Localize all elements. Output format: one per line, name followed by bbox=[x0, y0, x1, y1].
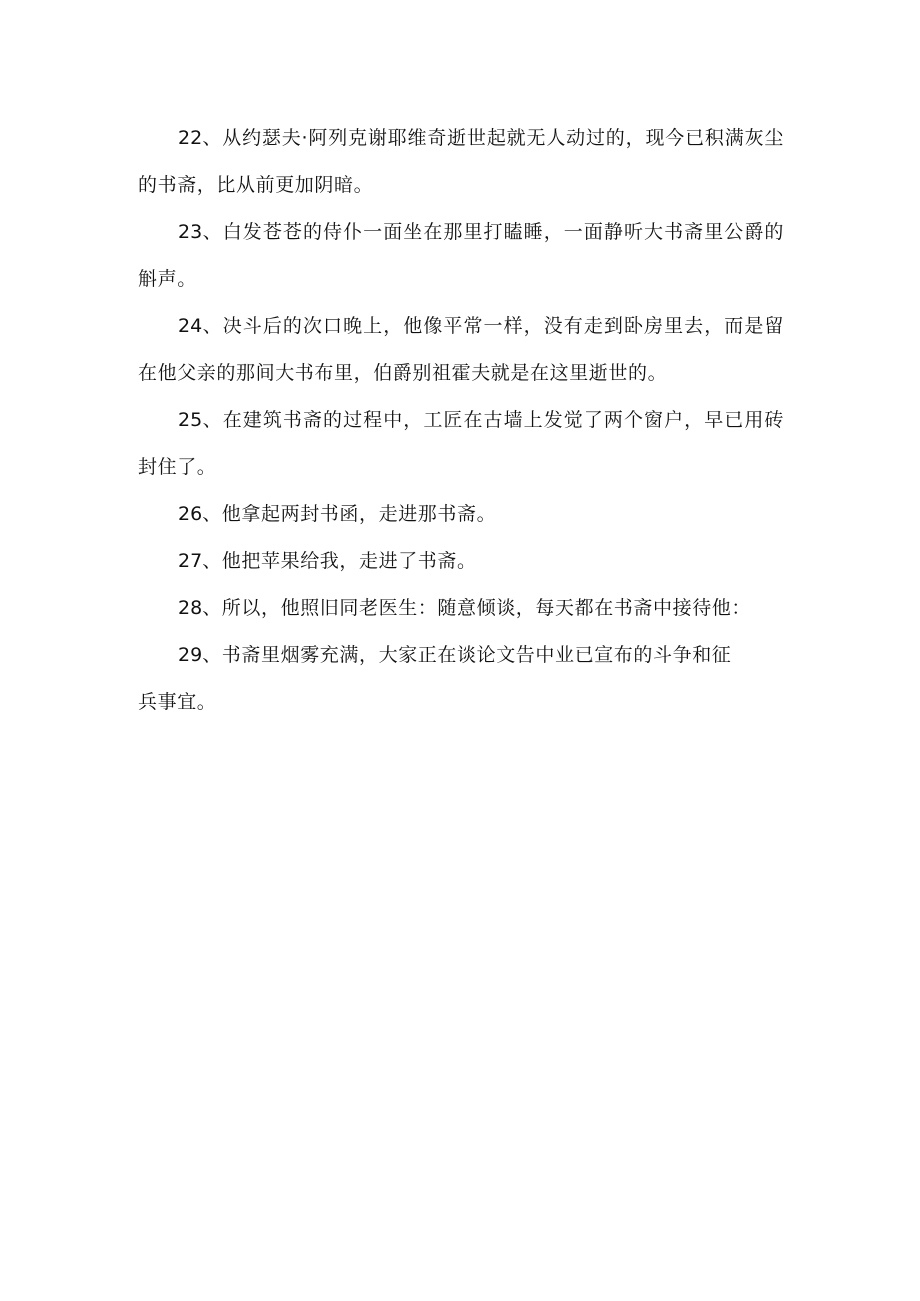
paragraph-text: 、从约瑟夫·阿列克谢耶维奇逝世起就无人动过的，现今已积满灰尘的书斋，比从前更加阴暗。 bbox=[138, 127, 784, 196]
paragraph-number: 27 bbox=[178, 550, 203, 572]
paragraph-text-line-1: 、书斋里烟雾充满，大家正在谈论文告中业已宣布的斗争和征 bbox=[202, 644, 732, 666]
paragraph-text-line-2: 兵事宜。 bbox=[138, 691, 217, 713]
paragraph-number: 25 bbox=[178, 409, 203, 431]
paragraph-22 bbox=[138, 115, 784, 209]
paragraph-text: 、白发苍苍的侍仆一面坐在那里打瞌睡，一面静听大书斋里公爵的斛声。 bbox=[138, 221, 784, 290]
paragraph-text: 、他拿起两封书函，走进那书斋。 bbox=[202, 503, 497, 525]
paragraph-26 bbox=[138, 491, 784, 538]
paragraph-number: 23 bbox=[178, 221, 203, 243]
paragraph-23 bbox=[138, 209, 784, 303]
paragraph-number: 29 bbox=[178, 644, 203, 666]
paragraph-27 bbox=[138, 538, 784, 585]
paragraph-25 bbox=[138, 397, 784, 491]
paragraph-text: 、在建筑书斋的过程中，工匠在古墙上发觉了两个窗户，早已用砖封住了。 bbox=[138, 409, 784, 478]
paragraph-text: 、他把苹果给我，走进了书斋。 bbox=[202, 550, 477, 572]
paragraph-text: 、决斗后的次口晚上，他像平常一样，没有走到卧房里去，而是留在他父亲的那间大书布里，伯爵别祖霍夫就是在这里逝世的。 bbox=[138, 315, 784, 384]
document-body bbox=[138, 115, 784, 726]
paragraph-29 bbox=[138, 632, 784, 726]
paragraph-number: 26 bbox=[178, 503, 203, 525]
paragraph-number: 22 bbox=[178, 127, 203, 149]
paragraph-24 bbox=[138, 303, 784, 397]
paragraph-28 bbox=[138, 585, 784, 632]
paragraph-text: 、所以，他照旧同老医生：随意倾谈，每天都在书斋中接待他： bbox=[202, 597, 751, 619]
paragraph-number: 28 bbox=[178, 597, 203, 619]
paragraph-number: 24 bbox=[178, 315, 203, 337]
